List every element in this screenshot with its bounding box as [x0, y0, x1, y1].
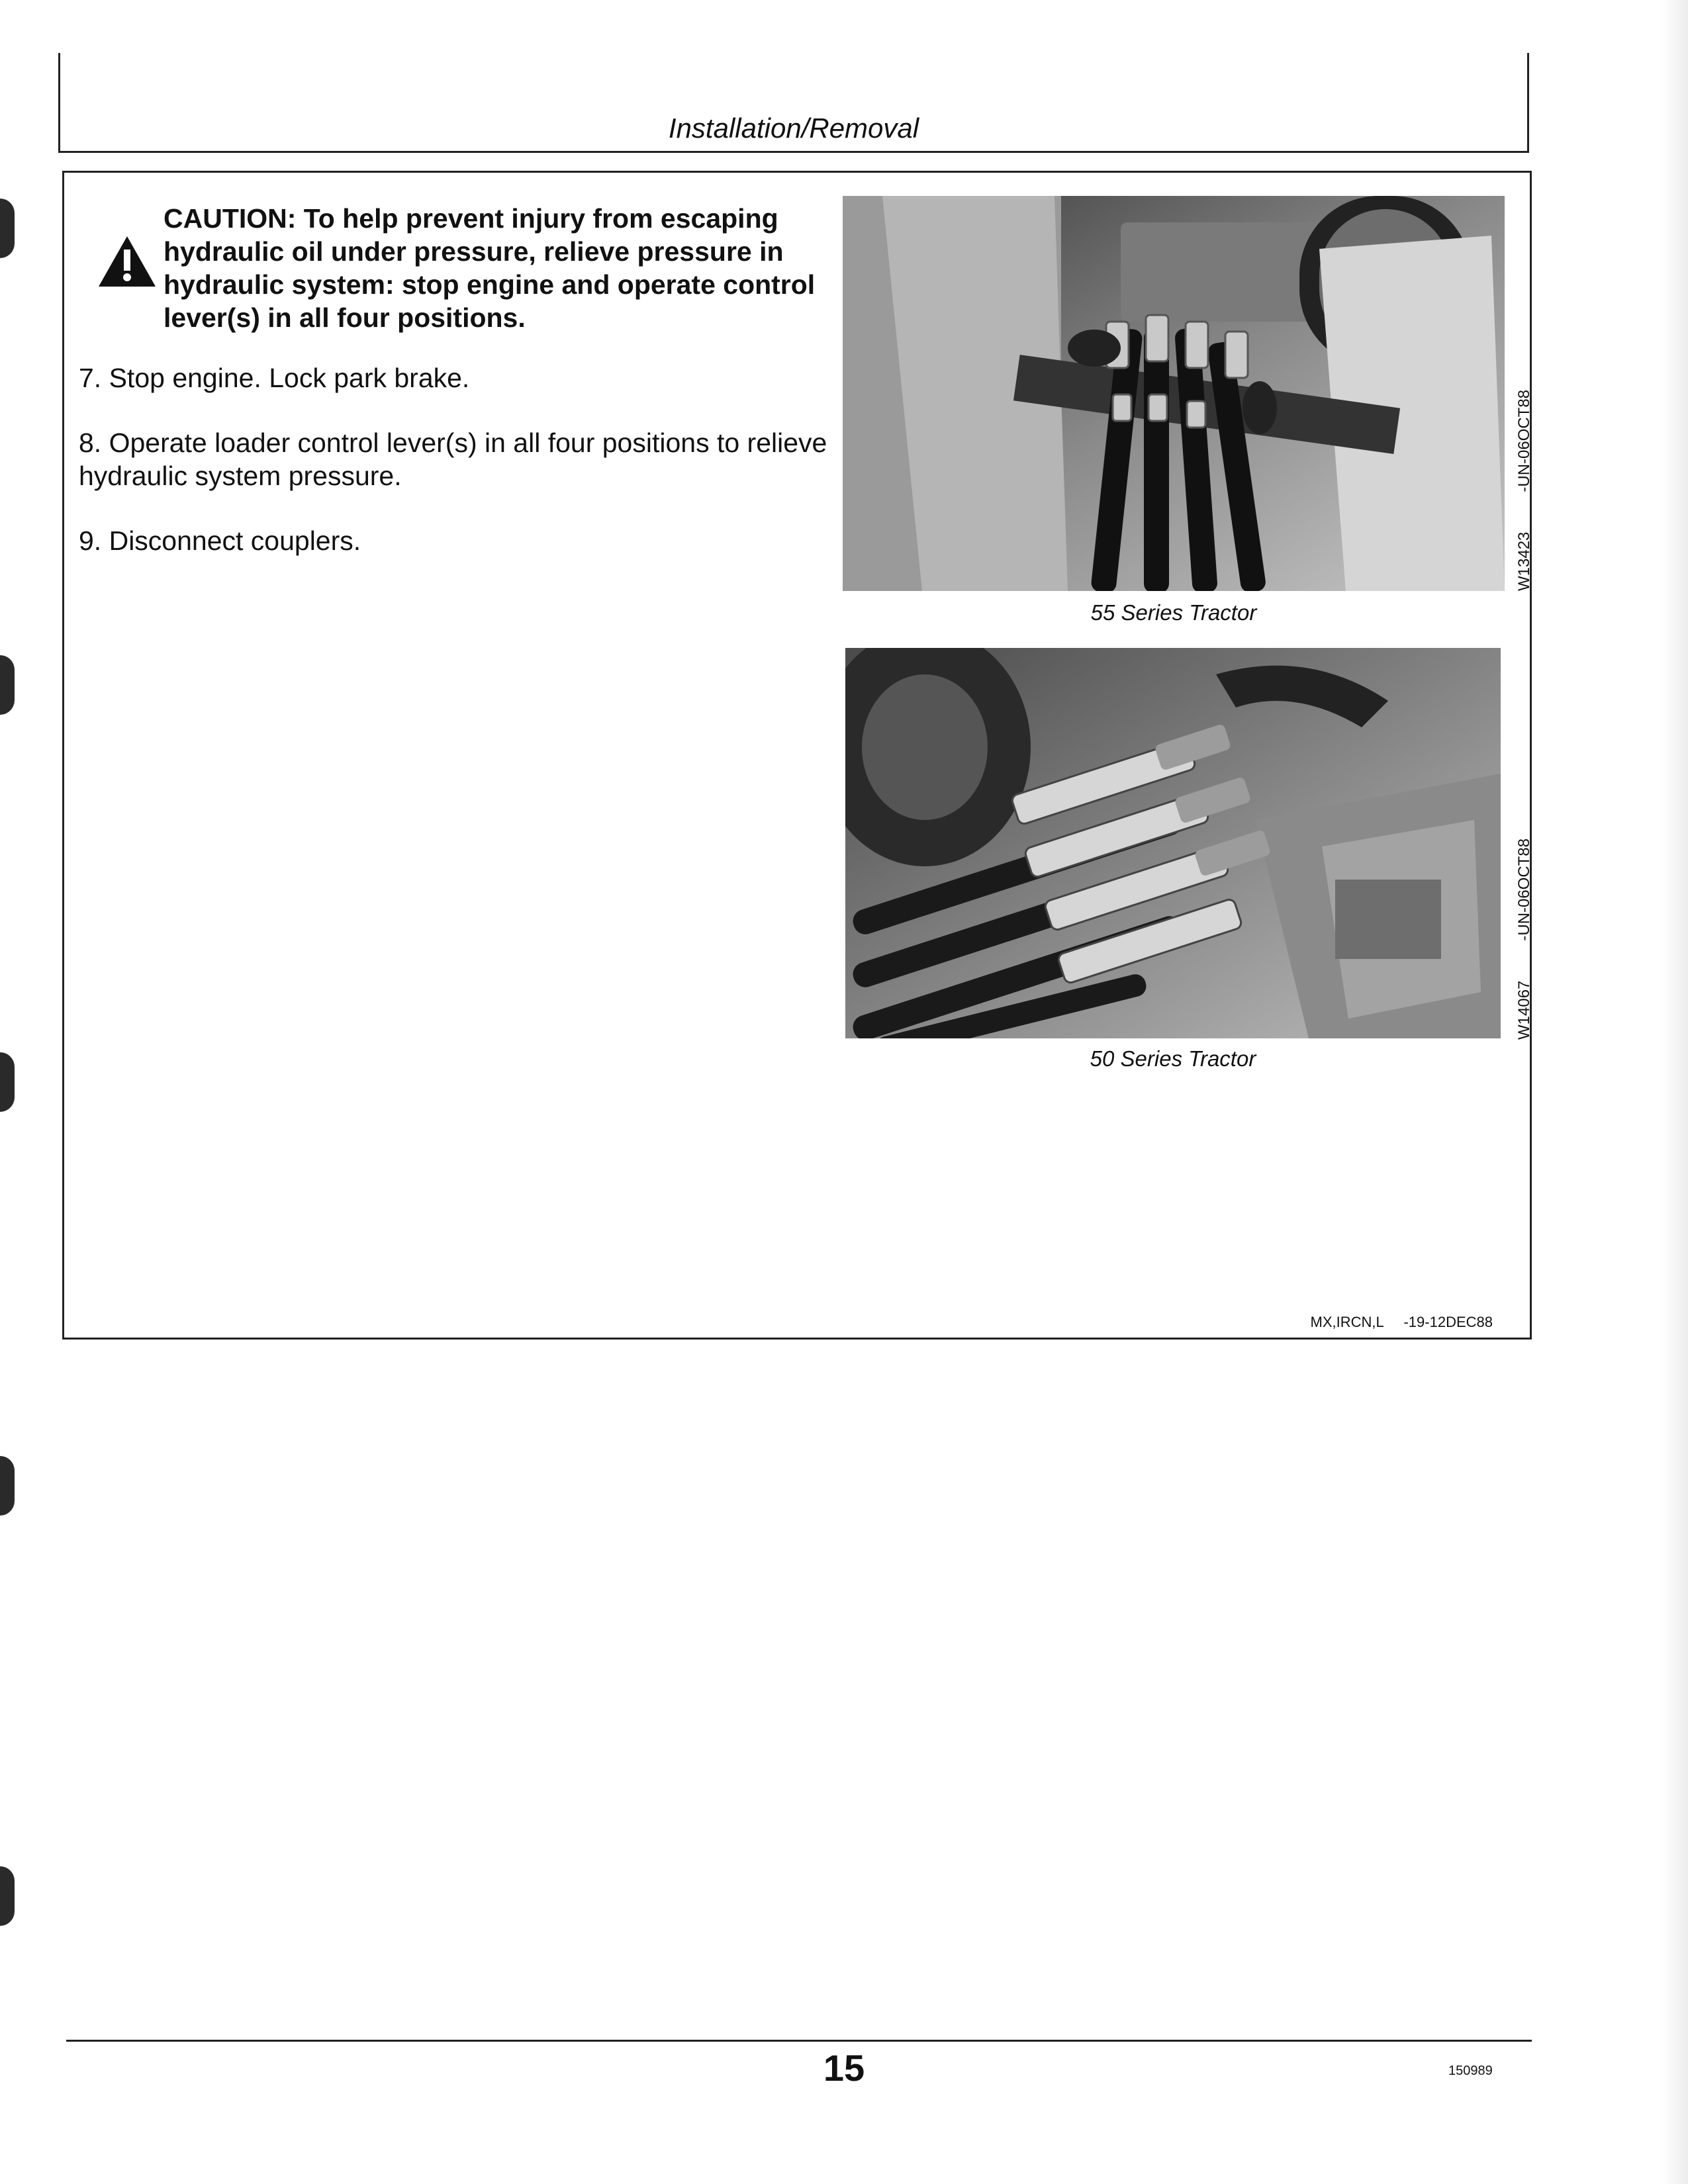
- page-number: 15: [823, 2047, 865, 2089]
- figure-code: [1515, 799, 1534, 1040]
- step-item: 7. Stop engine. Lock park brake.: [79, 363, 470, 393]
- figure-caption: 55 Series Tractor: [1090, 600, 1257, 625]
- figure-caption: 50 Series Tractor: [1090, 1046, 1256, 1071]
- step-list: [79, 361, 860, 589]
- figure-code: [1515, 350, 1534, 591]
- document-number: 150989: [1448, 2064, 1493, 2078]
- figure-code-suffix: -UN-06OCT88: [1515, 838, 1533, 941]
- content-box: [62, 171, 1532, 1340]
- binder-punch-mark: [0, 1456, 15, 1516]
- figure-code-id: W13423: [1515, 531, 1533, 591]
- photo-50-series-couplers: [845, 648, 1501, 1038]
- step-item: 9. Disconnect couplers.: [79, 525, 361, 556]
- figure-code-id: W14067: [1515, 980, 1533, 1040]
- binder-punch-mark: [0, 1866, 15, 1926]
- page-edge-shadow: [1662, 0, 1688, 2184]
- caution-text: CAUTION: To help prevent injury from escaping hydraulic oil under pressure, relieve pressure in hydraulic system: stop engine and operate control lever(s) in all four positions.: [164, 203, 816, 333]
- figure-code-suffix: -UN-06OCT88: [1515, 389, 1533, 492]
- photo-55-series-couplers: [843, 196, 1505, 591]
- footer-code-right: -19-12DEC88: [1403, 1314, 1493, 1330]
- footer-rule: [66, 2040, 1532, 2042]
- binder-punch-mark: [0, 199, 15, 258]
- step-item: 8. Operate loader control lever(s) in all four positions to relieve hydraulic system pressure.: [79, 428, 827, 491]
- page-title: Installation/Removal: [668, 113, 919, 144]
- footer-code-left: MX,IRCN,L: [1310, 1314, 1383, 1330]
- binder-punch-mark: [0, 655, 15, 715]
- warning-triangle-icon: [97, 235, 157, 288]
- header-frame: [58, 53, 1529, 153]
- section-footer-code: [1311, 1314, 1493, 1331]
- binder-punch-mark: [0, 1052, 15, 1112]
